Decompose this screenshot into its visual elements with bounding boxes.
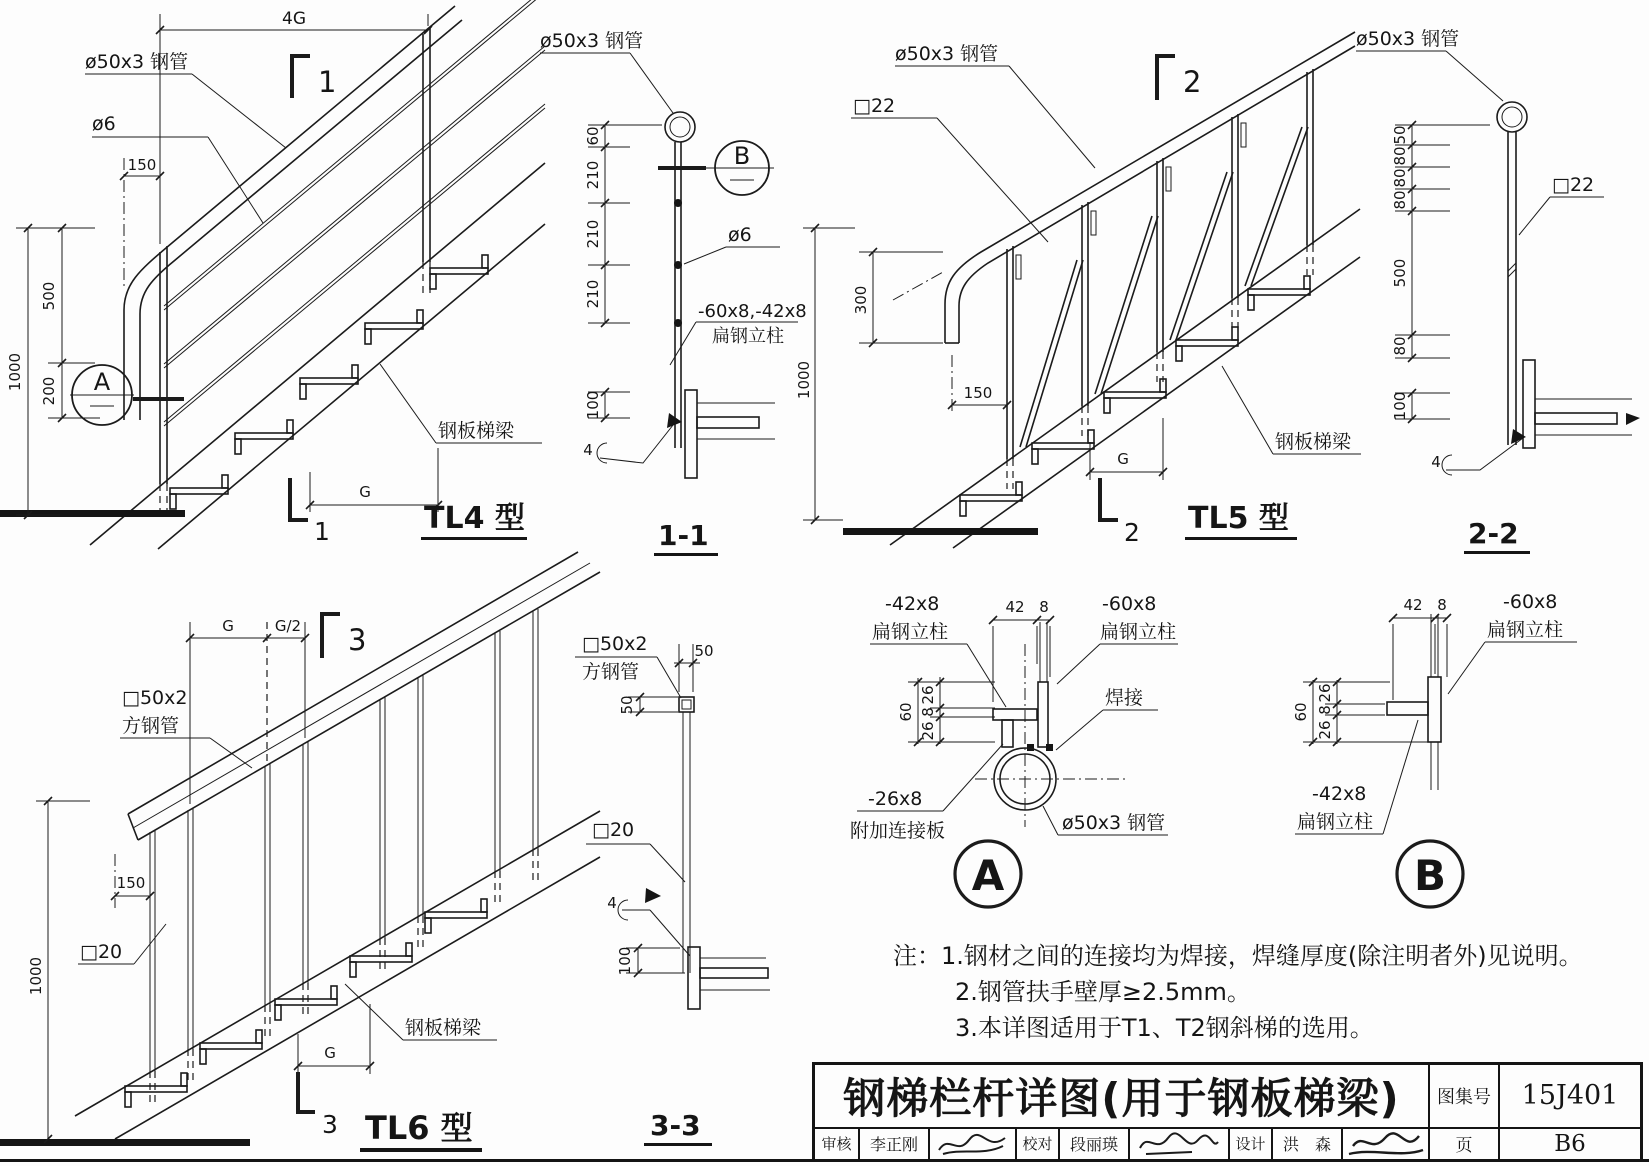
design-name: 洪 森 — [1271, 1129, 1341, 1159]
s11-label-rod: ø6 — [728, 224, 752, 246]
detail-a-bubble — [955, 841, 1021, 907]
tl4-label-beam: 钢板梯梁 — [438, 420, 515, 442]
dim-50-left — [618, 693, 678, 716]
weld-symbol — [1431, 429, 1526, 475]
joint-geometry — [1387, 614, 1441, 790]
s33-label-tube2: 方钢管 — [582, 661, 640, 683]
s22-d1: 50 — [1391, 125, 1409, 145]
title-block-row-2 — [815, 1129, 1640, 1159]
s11-dim1: 60 — [584, 126, 602, 146]
dB-dim-8: 8 — [1437, 596, 1447, 614]
sheet-frame-bottom — [0, 1159, 1649, 1162]
tl5-dim-g: G — [1117, 450, 1129, 468]
tl6-label-bar: □20 — [80, 941, 123, 963]
dA-label-weld: 焊接 — [1105, 687, 1144, 709]
detail-b-bubble — [1397, 841, 1463, 907]
s33-title-underline — [644, 1143, 712, 1146]
note-2-text: 2.钢管扶手壁厚≥2.5mm。 — [955, 978, 1251, 1006]
design-signature — [1341, 1129, 1428, 1159]
note-1-text: 1.钢材之间的连接均为焊接，焊缝厚度(除注明者外)见说明。 — [941, 942, 1583, 970]
dB-dim-42: 42 — [1403, 596, 1423, 614]
stringer-beam — [90, 163, 545, 549]
dA-label-p42b: 扁钢立柱 — [872, 621, 949, 643]
page-label: 页 — [1428, 1129, 1498, 1159]
dA-label-p60b: 扁钢立柱 — [1100, 621, 1177, 643]
dB-dim-l60: 60 — [1292, 702, 1310, 722]
tl6-dim-total: 1000 — [27, 956, 45, 996]
dA-dim-l26b: 26 — [919, 721, 937, 741]
section-mark-1-top — [292, 56, 336, 99]
s11-dim4: 210 — [584, 279, 602, 309]
dA-dim-8: 8 — [1039, 598, 1049, 616]
tl5-dim-drop: 300 — [852, 285, 870, 315]
tl4-label-pipe: ø50x3 钢管 — [85, 51, 189, 73]
s11-detail-mark: B — [733, 142, 751, 170]
diagonal-braces — [1020, 127, 1308, 447]
tl4-dim-upper: 500 — [40, 281, 58, 311]
stringer-cross-section — [688, 947, 770, 1009]
tl5-title: TL5 型 — [1188, 501, 1289, 536]
tl6-label-tube1: □50x2 — [122, 687, 188, 709]
tl6-section-num-top: 3 — [348, 623, 367, 657]
page-value: B6 — [1498, 1129, 1640, 1159]
s33-label-tube1: □50x2 — [582, 633, 648, 655]
s22-label-bar: □22 — [1552, 174, 1595, 196]
tl4-elevation-drawing — [0, 0, 555, 552]
s22-title: 2-2 — [1468, 517, 1519, 550]
dB-label-p42a: -42x8 — [1312, 783, 1367, 805]
dA-dim-42: 42 — [1005, 598, 1025, 616]
square-bar-post — [1508, 132, 1516, 445]
check-label: 校对 — [1015, 1129, 1058, 1159]
s22-weld-size: 4 — [1431, 453, 1441, 471]
dA-label-p60a: -60x8 — [1102, 593, 1157, 615]
detail-a-drawing — [810, 552, 1180, 912]
sheet-title: 钢梯栏杆详图(用于钢板梯梁) — [843, 1073, 1400, 1123]
tl5-dim-total: 1000 — [795, 360, 813, 400]
square-tube-section — [679, 697, 694, 712]
note-line-2 — [893, 974, 1638, 1010]
dB-dim-l8: 8 — [1316, 705, 1334, 715]
dim-chain-left — [1391, 121, 1490, 423]
s33-label-bar: □20 — [592, 819, 635, 841]
s11-label-post1: -60x8,-42x8 — [698, 301, 807, 322]
tl6-elevation-drawing — [0, 556, 600, 1164]
dB-dim-l26b: 26 — [1316, 720, 1334, 740]
tl4-label-rod: ø6 — [92, 113, 116, 135]
dim-1000 — [27, 797, 90, 1143]
s22-d6: 80 — [1391, 336, 1409, 356]
pipe-section — [1497, 102, 1527, 132]
tl5-label-beam: 钢板梯梁 — [1275, 431, 1352, 453]
flat-post — [658, 142, 706, 448]
dim-150 — [948, 355, 1011, 415]
tl5-label-pipe: ø50x3 钢管 — [895, 43, 999, 65]
tl5-dim-offset: 150 — [963, 384, 993, 402]
detail-bubble-b — [698, 141, 774, 195]
dim-chain-left — [584, 121, 662, 422]
section-2-2-drawing — [1340, 15, 1649, 555]
s11-title: 1-1 — [658, 519, 709, 552]
s33-title: 3-3 — [650, 1109, 701, 1142]
square-bar-post — [683, 712, 690, 973]
tl4-section-num-top: 1 — [318, 65, 337, 99]
audit-signature — [928, 1129, 1015, 1159]
dA-dim-l8: 8 — [919, 707, 937, 717]
s11-title-underline — [654, 553, 718, 556]
step-brackets — [170, 255, 488, 509]
section-3-3-drawing — [520, 560, 810, 1160]
design-label: 设计 — [1228, 1129, 1271, 1159]
section-mark-2-bottom — [1100, 478, 1140, 547]
tl6-dim-g2: G/2 — [274, 617, 302, 635]
signature-2 — [1134, 1130, 1224, 1158]
dim-left-chain — [6, 224, 100, 519]
dA-label-p42a: -42x8 — [885, 593, 940, 615]
tl6-label-tube2: 方钢管 — [122, 715, 180, 737]
tl5-section-num-top: 2 — [1183, 65, 1202, 99]
audit-name: 李正刚 — [858, 1129, 928, 1159]
note-3-text: 3.本详图适用于T1、T2钢斜梯的选用。 — [955, 1014, 1374, 1042]
s22-d3: 80 — [1391, 168, 1409, 188]
dim-1000 — [795, 224, 855, 524]
tl5-title-underline — [1185, 537, 1297, 540]
dim-left-chain — [897, 677, 995, 746]
pipe-section — [665, 112, 695, 142]
s11-label-post2: 扁钢立柱 — [712, 326, 784, 347]
s33-dim-h: 50 — [618, 695, 636, 715]
dA-dim-l26a: 26 — [919, 685, 937, 705]
dB-dim-l26a: 26 — [1316, 683, 1334, 703]
tl6-dim-gb: G — [324, 1044, 336, 1062]
tl4-dim-top: 4G — [282, 9, 306, 29]
dim-g — [306, 448, 442, 512]
audit-label: 审核 — [821, 1135, 852, 1154]
tl6-title: TL6 型 — [365, 1109, 473, 1147]
dim-4g — [156, 9, 432, 244]
note-prefix: 注： — [893, 942, 941, 970]
dim-g — [1086, 418, 1167, 480]
step-brackets — [125, 899, 487, 1107]
dA-label-pipe: ø50x3 钢管 — [1062, 812, 1166, 834]
dim-42-8 — [989, 598, 1054, 702]
s11-dim3: 210 — [584, 219, 602, 249]
dim-g-bottom — [294, 1004, 374, 1074]
dA-dim-l60: 60 — [897, 702, 915, 722]
dB-label-p60a: -60x8 — [1503, 591, 1558, 613]
dB-label-p60b: 扁钢立柱 — [1487, 619, 1564, 641]
tl4-title-underline — [421, 537, 527, 540]
dim-50-top — [674, 642, 714, 692]
s33-dim-b: 100 — [616, 946, 634, 976]
atlas-number-label: 图集号 — [1428, 1065, 1498, 1127]
s22-label-pipe: ø50x3 钢管 — [1356, 28, 1460, 50]
s22-d2: 80 — [1391, 146, 1409, 166]
s22-d4: 80 — [1391, 190, 1409, 210]
detail-bubble-a — [70, 365, 134, 425]
railing-posts — [1007, 69, 1313, 489]
s11-dim2: 210 — [584, 160, 602, 190]
stringer-cross-section — [685, 390, 775, 478]
tl6-title-underline — [360, 1148, 482, 1152]
s22-d5: 500 — [1391, 258, 1409, 288]
weld-symbol — [583, 413, 682, 463]
tl4-title: TL4 型 — [424, 501, 525, 536]
dim-left-chain — [1292, 678, 1430, 746]
note-line-3 — [893, 1010, 1638, 1046]
note-line-1 — [893, 938, 1638, 974]
tl4-dim-lower: 200 — [40, 376, 58, 406]
tl4-dim-total: 1000 — [6, 352, 24, 392]
dim-100 — [616, 944, 685, 977]
dA-mark: A — [971, 851, 1005, 900]
dA-label-plate1: -26x8 — [868, 788, 923, 810]
intermediate-rails — [164, 0, 545, 426]
ground-line — [0, 1139, 250, 1146]
dB-label-p42b: 扁钢立柱 — [1297, 811, 1374, 833]
tl5-elevation-drawing — [795, 0, 1365, 552]
signature-1 — [933, 1130, 1013, 1158]
signature-3 — [1345, 1130, 1427, 1158]
s33-weld-size: 4 — [607, 894, 617, 912]
tl6-label-beam: 钢板梯梁 — [405, 1017, 482, 1039]
title-block — [812, 1062, 1643, 1162]
detail-b-drawing — [1185, 552, 1615, 912]
dim-150 — [111, 854, 154, 908]
weld-symbol — [607, 888, 690, 956]
s11-weld-size: 4 — [583, 441, 593, 459]
tl4-dim-g: G — [359, 483, 371, 501]
atlas-number-value: 15J401 — [1498, 1065, 1640, 1127]
tl4-dim-offset: 150 — [127, 156, 157, 174]
s22-d7: 100 — [1391, 391, 1409, 421]
dB-mark: B — [1413, 851, 1447, 900]
s33-dim-w: 50 — [694, 642, 714, 660]
dA-label-plate2: 附加连接板 — [850, 820, 946, 842]
section-mark-3-top — [322, 614, 366, 658]
tl6-labels — [78, 687, 497, 1040]
notes-block — [893, 938, 1638, 1046]
tl6-dim-offset: 150 — [116, 874, 146, 892]
tl6-section-num-bottom: 3 — [322, 1110, 338, 1139]
s11-label-pipe: ø50x3 钢管 — [540, 30, 644, 52]
s11-dim5: 100 — [584, 390, 602, 420]
tl4-detail-mark: A — [93, 368, 111, 396]
check-signature — [1128, 1129, 1228, 1159]
section-mark-2-top — [1157, 56, 1201, 100]
check-name: 段丽瑛 — [1058, 1129, 1128, 1159]
tl5-section-num-bottom: 2 — [1124, 518, 1140, 547]
tl6-dim-g: G — [222, 617, 234, 635]
stringer-cross-section — [1523, 360, 1640, 448]
ground-line — [843, 528, 1038, 535]
title-block-row-1 — [815, 1065, 1640, 1129]
tl5-label-bar: □22 — [853, 95, 896, 117]
section-mark-3-bottom — [298, 1072, 338, 1139]
tl4-section-num-bottom: 1 — [314, 517, 330, 546]
